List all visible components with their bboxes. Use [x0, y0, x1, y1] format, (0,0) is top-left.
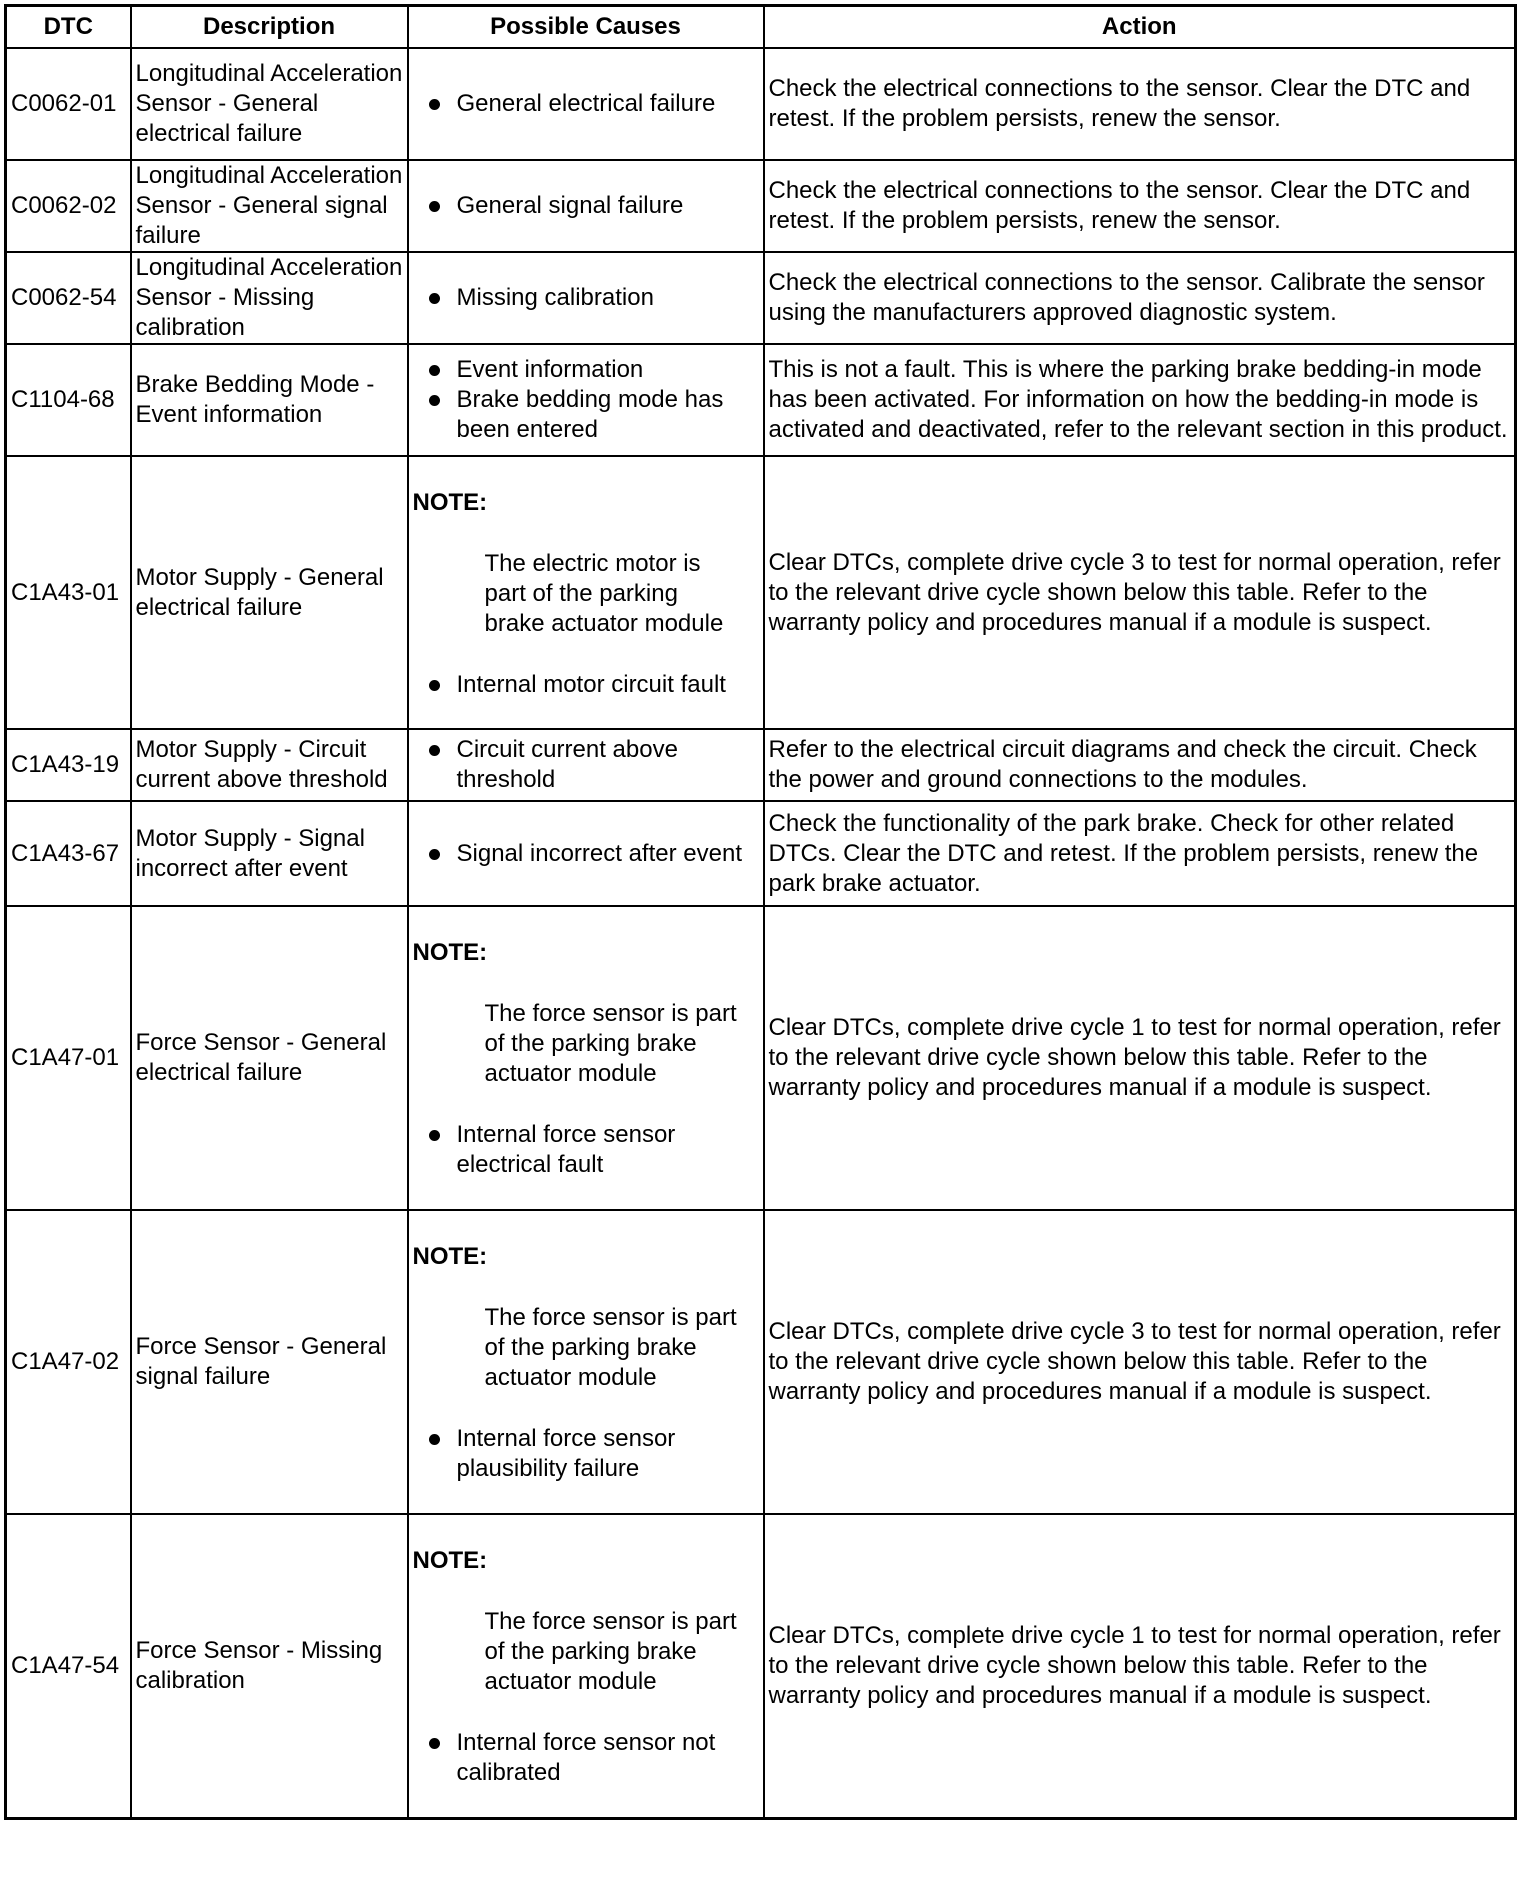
cause-item: General signal failure [413, 191, 759, 221]
table-row [6, 344, 1516, 456]
dtc-action: Check the electrical connections to the sensor. Calibrate the sensor using the manufacturers approved diagnostic system. [764, 252, 1516, 344]
dtc-code: C1A47-01 [6, 906, 131, 1210]
possible-causes [408, 160, 764, 252]
dtc-code: C1A43-67 [6, 801, 131, 906]
dtc-description: Longitudinal Acceleration Sensor - Missing calibration [131, 252, 408, 344]
dtc-description: Brake Bedding Mode - Event information [131, 344, 408, 456]
cause-item: Internal force sensor not calibrated [413, 1728, 759, 1788]
cause-item: Event information [413, 355, 759, 385]
header-dtc: DTC [6, 6, 131, 49]
note-text: The force sensor is part of the parking brake actuator module [484, 1000, 737, 1087]
dtc-table [4, 4, 1517, 1820]
possible-causes [408, 344, 764, 456]
dtc-action: Refer to the electrical circuit diagrams and check the circuit. Check the power and ground connections to the modules. [764, 729, 1516, 801]
cause-item: Internal motor circuit fault [413, 670, 759, 700]
dtc-action: Clear DTCs, complete drive cycle 3 to test for normal operation, refer to the relevant drive cycle shown below this table. Refer to the warranty policy and procedures manual if a module is suspect. [764, 1210, 1516, 1514]
table-header-row [6, 6, 1516, 49]
cause-item: Internal force sensor electrical fault [413, 1120, 759, 1180]
possible-causes [408, 801, 764, 906]
cause-item: Missing calibration [413, 283, 759, 313]
dtc-code: C0062-54 [6, 252, 131, 344]
cause-item: Signal incorrect after event [413, 839, 759, 869]
dtc-description: Force Sensor - Missing calibration [131, 1514, 408, 1818]
possible-causes [408, 48, 764, 160]
dtc-description: Force Sensor - General signal failure [131, 1210, 408, 1514]
table-row [6, 1514, 1516, 1818]
dtc-action: Clear DTCs, complete drive cycle 3 to test for normal operation, refer to the relevant drive cycle shown below this table. Refer to the warranty policy and procedures manual if a module is suspect. [764, 456, 1516, 729]
table-row [6, 801, 1516, 906]
table-row [6, 252, 1516, 344]
dtc-action: This is not a fault. This is where the parking brake bedding-in mode has been activated. For information on how the bedding-in mode is activated and deactivated, refer to the relevant section in this product. [764, 344, 1516, 456]
dtc-action: Clear DTCs, complete drive cycle 1 to test for normal operation, refer to the relevant drive cycle shown below this table. Refer to the warranty policy and procedures manual if a module is suspect. [764, 1514, 1516, 1818]
table-row [6, 456, 1516, 729]
note-text: The force sensor is part of the parking brake actuator module [484, 1607, 737, 1695]
dtc-code: C1A47-54 [6, 1514, 131, 1818]
dtc-code: C1A47-02 [6, 1210, 131, 1514]
possible-causes [408, 1514, 764, 1818]
cause-item: General electrical failure [413, 89, 759, 119]
table-row [6, 160, 1516, 252]
note-text: The electric motor is part of the parking brake actuator module [484, 549, 724, 637]
header-possible-causes: Possible Causes [408, 6, 764, 49]
possible-causes [408, 729, 764, 801]
dtc-action: Check the electrical connections to the sensor. Clear the DTC and retest. If the problem persists, renew the sensor. [764, 160, 1516, 252]
dtc-action: Clear DTCs, complete drive cycle 1 to test for normal operation, refer to the relevant drive cycle shown below this table. Refer to the warranty policy and procedures manual if a module is suspect. [764, 906, 1516, 1210]
possible-causes [408, 456, 764, 729]
note-label: NOTE: [412, 939, 488, 966]
possible-causes [408, 252, 764, 344]
dtc-code: C0062-02 [6, 160, 131, 252]
note-label: NOTE: [412, 488, 488, 516]
dtc-action: Check the electrical connections to the sensor. Clear the DTC and retest. If the problem persists, renew the sensor. [764, 48, 1516, 160]
note-label: NOTE: [412, 1243, 488, 1270]
dtc-description: Longitudinal Acceleration Sensor - General electrical failure [131, 48, 408, 160]
cause-item: Brake bedding mode has been entered [413, 385, 759, 445]
dtc-action: Check the functionality of the park brake. Check for other related DTCs. Clear the DTC and retest. If the problem persists, renew the park brake actuator. [764, 801, 1516, 906]
header-description: Description [131, 6, 408, 49]
dtc-code: C0062-01 [6, 48, 131, 160]
dtc-description: Longitudinal Acceleration Sensor - General signal failure [131, 160, 408, 252]
table-row [6, 1210, 1516, 1514]
dtc-description: Motor Supply - General electrical failure [131, 456, 408, 729]
cause-item: Internal force sensor plausibility failure [413, 1424, 759, 1484]
possible-causes [408, 1210, 764, 1514]
dtc-code: C1A43-01 [6, 456, 131, 729]
header-action: Action [764, 6, 1516, 49]
cause-item: Circuit current above threshold [413, 735, 759, 795]
dtc-description: Motor Supply - Circuit current above threshold [131, 729, 408, 801]
note-text: The force sensor is part of the parking brake actuator module [484, 1304, 737, 1391]
note-label: NOTE: [412, 1546, 488, 1574]
dtc-description: Motor Supply - Signal incorrect after event [131, 801, 408, 906]
dtc-code: C1104-68 [6, 344, 131, 456]
table-row [6, 48, 1516, 160]
possible-causes [408, 906, 764, 1210]
table-row [6, 906, 1516, 1210]
dtc-description: Force Sensor - General electrical failure [131, 906, 408, 1210]
table-row [6, 729, 1516, 801]
dtc-code: C1A43-19 [6, 729, 131, 801]
